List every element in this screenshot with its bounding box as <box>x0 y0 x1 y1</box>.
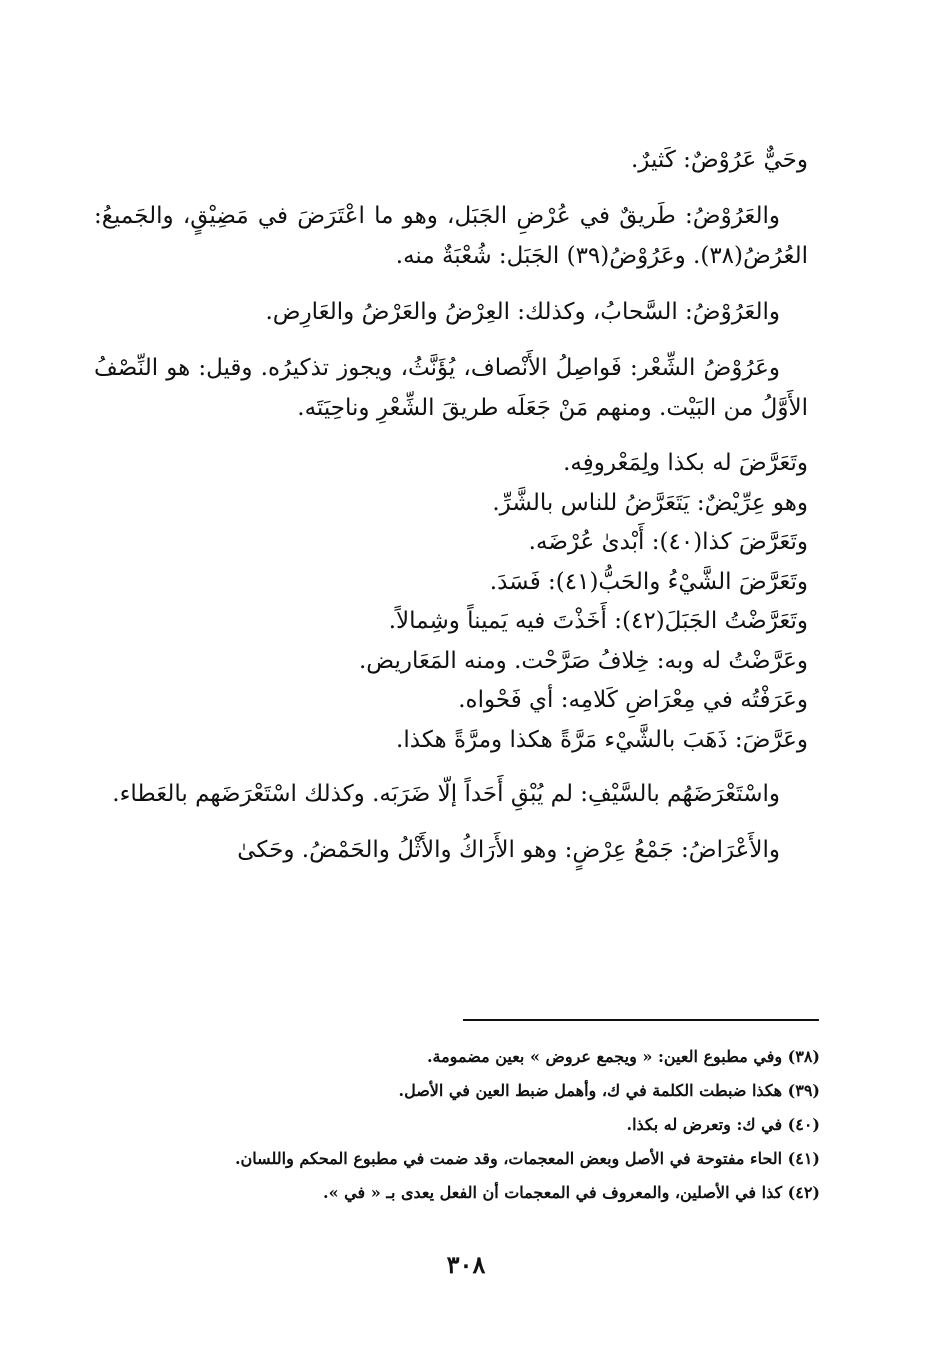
paragraph: والأَعْرَاضُ: جَمْعُ عِرْضٍ: وهو الأَرَاكُ والأَثْلُ والحَمْضُ. وحَكىٰ <box>237 837 780 863</box>
paragraph: وعَرُوْضُ الشِّعْر: فَواصِلُ الأَنْصاف، يُؤَنَّثُ، ويجوز تذكيرُه. وقيل: هو النِّصْفُ الأَوَّلُ من البَيْت. ومنهم مَنْ جَعَلَه طريقَ الشِّعْرِ وناحِيَتَه. <box>94 355 808 421</box>
list-item: وعَرَفْتُه في مِعْرَاضِ كَلامِه: أي فَحْواه. <box>458 687 808 713</box>
list-item: وعَرَّضْتُ له وبه: خِلافُ صَرَّحْت. ومنه المَعَاريض. <box>358 647 808 674</box>
main-text <box>94 140 808 886</box>
list-item: وتَعَرَّضْتُ الجَبَلَ(٤٢): أَخَذْتَ فيه يَميناً وشِمالاً. <box>388 608 808 634</box>
list-item: وتَعَرَّضَ كذا(٤٠): أَبْدىٰ عُرْضَه. <box>528 529 808 555</box>
footnote: (٣٩) هكذا ضبطت الكلمة في ك، وأهمل ضبط العين في الأصل. <box>398 1081 820 1100</box>
footnotes <box>120 1040 820 1210</box>
page-number: ٣٠٨ <box>446 1250 486 1279</box>
list-item: وهو عِرِّيْضٌ: يَتَعَرَّضُ للناس بالشَّرِّ. <box>492 489 808 516</box>
paragraph: وحَيٌّ عَرُوْضٌ: كَثيرٌ. <box>630 147 808 173</box>
footnote: (٤١) الحاء مفتوحة في الأصل وبعض المعجمات، وقد ضمت في مطبوع المحكم واللسان. <box>234 1149 820 1168</box>
list-item: وتَعَرَّضَ له بكذا ولِمَعْروفِه. <box>563 450 808 476</box>
footnote-divider <box>463 1019 819 1021</box>
list-item: وعَرَّضَ: ذَهَبَ بالشَّيْء مَرَّةً هكذا ومرَّةً هكذا. <box>396 726 808 753</box>
footnote: (٣٨) وفي مطبوع العين: « ويجمع عروض » بعين مضمومة. <box>426 1047 820 1066</box>
list-item: وتَعَرَّضَ الشَّيْءُ والحَبُّ(٤١): فَسَدَ. <box>489 568 808 595</box>
footnote: (٤٠) في ك: وتعرض له بكذا. <box>626 1115 820 1134</box>
footnote: (٤٢) كذا في الأصلين، والمعروف في المعجمات أن الفعل يعدى بـ « في ». <box>323 1183 820 1202</box>
paragraph: والعَرُوْضُ: السَّحابُ، وكذلك: العِرْضُ والعَرْضُ والعَارِض. <box>265 299 780 325</box>
entry-list <box>94 444 808 760</box>
paragraph: واسْتَعْرَضَهُم بالسَّيْفِ: لم يُبْقِ أَحَداً إلّا ضَرَبَه. وكذلك اسْتَعْرَضَهم بالعَطاء. <box>112 781 780 807</box>
paragraph: والعَرُوْضُ: طَريقٌ في عُرْضِ الجَبَل، وهو ما اعْتَرَضَ في مَضِيْقٍ، والجَميعُ: العُرُضُ(٣٨). وعَرُوْضُ(٣٩) الجَبَل: شُعْبَةٌ منه. <box>94 203 808 269</box>
